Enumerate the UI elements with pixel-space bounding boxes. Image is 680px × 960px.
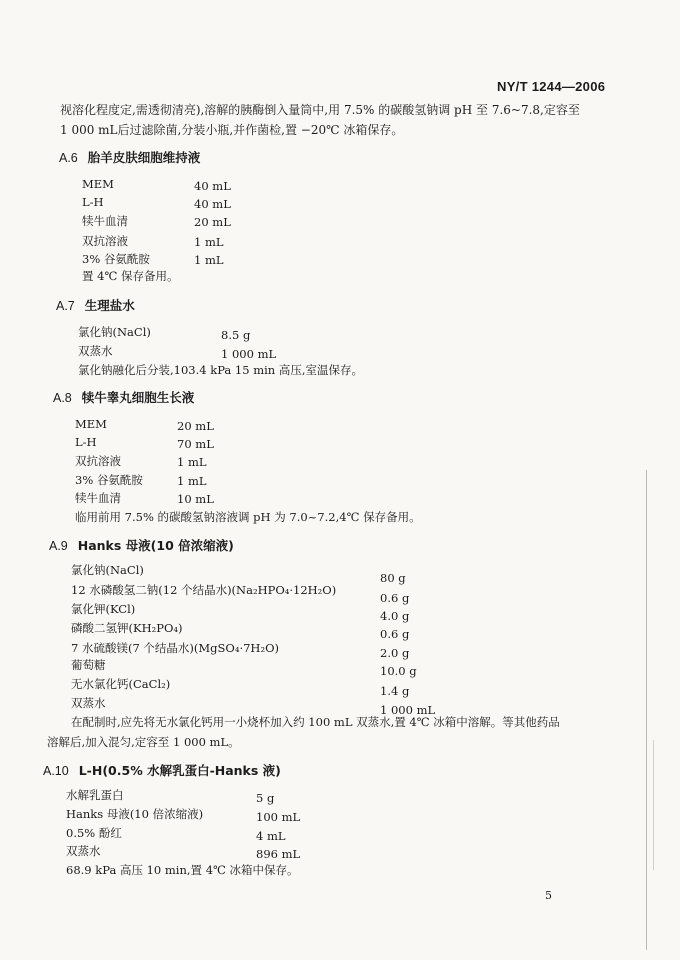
ingredient-name: L-H: [82, 195, 104, 209]
ingredient-amount: 100 mL: [256, 810, 301, 824]
ingredient-amount: 1 mL: [194, 253, 224, 267]
section-note: 置 4℃ 保存备用。: [82, 269, 179, 283]
section-note: 68.9 kPa 高压 10 min,置 4℃ 冰箱中保存。: [66, 863, 299, 877]
ingredient-name: 氯化钠(NaCl): [78, 325, 151, 339]
section-number: A.9: [49, 539, 68, 553]
intro-line-1: 视溶化程度定,需透彻清亮),溶解的胰酶倒入量筒中,用 7.5% 的碳酸氢钠调 pH 至 7.6~7.8,定容至: [60, 103, 580, 117]
ingredient-name: MEM: [82, 177, 114, 191]
ingredient-name: 葡萄糖: [71, 658, 106, 672]
section-title: 犊牛睾丸细胞生长液: [81, 390, 195, 405]
ingredient-name: 7 水硫酸镁(7 个结晶水)(MgSO₄·7H₂O): [71, 641, 279, 655]
ingredient-name: 双蒸水: [71, 696, 106, 710]
ingredient-amount: 10 mL: [177, 492, 214, 506]
section-number: A.8: [53, 391, 72, 405]
ingredient-name: 犊牛血清: [75, 491, 121, 505]
ingredient-name: 氯化钾(KCl): [71, 602, 136, 616]
ingredient-amount: 896 mL: [256, 847, 301, 861]
ingredient-amount: 1.4 g: [380, 684, 410, 698]
ingredient-amount: 1 000 mL: [221, 347, 277, 361]
ingredient-amount: 8.5 g: [221, 328, 251, 342]
ingredient-name: 3% 谷氨酰胺: [82, 252, 150, 266]
ingredient-amount: 1 mL: [194, 235, 224, 249]
ingredient-name: 犊牛血清: [82, 214, 128, 228]
ingredient-name: 无水氯化钙(CaCl₂): [71, 677, 171, 691]
ingredient-amount: 1 000 mL: [380, 703, 436, 717]
ingredient-amount: 4 mL: [256, 829, 286, 843]
ingredient-amount: 20 mL: [177, 419, 214, 433]
ingredient-amount: 20 mL: [194, 215, 231, 229]
ingredient-amount: 70 mL: [177, 437, 214, 451]
ingredient-amount: 10.0 g: [380, 664, 417, 678]
ingredient-name: 3% 谷氨酰胺: [75, 473, 143, 487]
section-number: A.6: [59, 151, 78, 165]
section-title: 胎羊皮肤细胞维持液: [87, 150, 201, 165]
ingredient-amount: 2.0 g: [380, 646, 410, 660]
ingredient-amount: 40 mL: [194, 179, 231, 193]
ingredient-amount: 80 g: [380, 571, 406, 585]
section-note: 临用前用 7.5% 的碳酸氢钠溶液调 pH 为 7.0~7.2,4℃ 保存备用。: [75, 510, 421, 524]
ingredient-amount: 0.6 g: [380, 591, 410, 605]
section-note: 在配制时,应先将无水氯化钙用一小烧杯加入约 100 mL 双蒸水,置 4℃ 冰箱中溶解。等其他药品: [71, 715, 560, 729]
ingredient-amount: 1 mL: [177, 474, 207, 488]
ingredient-name: 水解乳蛋白: [66, 788, 124, 802]
ingredient-name: L-H: [75, 435, 97, 449]
section-title: 生理盐水: [84, 298, 135, 313]
intro-line-2: 1 000 mL后过滤除菌,分装小瓶,并作菌检,置 −20℃ 冰箱保存。: [60, 123, 404, 137]
section-number: A.7: [56, 299, 75, 313]
ingredient-name: 双蒸水: [66, 844, 101, 858]
ingredient-name: 双蒸水: [78, 344, 113, 358]
section-heading-a7: [56, 296, 135, 314]
ingredient-name: 双抗溶液: [75, 454, 121, 468]
ingredient-name: 磷酸二氢钾(KH₂PO₄): [71, 621, 183, 635]
ingredient-amount: 40 mL: [194, 197, 231, 211]
ingredient-name: MEM: [75, 417, 107, 431]
ingredient-name: 氯化钠(NaCl): [71, 563, 144, 577]
ingredient-name: Hanks 母液(10 倍浓缩液): [66, 807, 204, 821]
section-note: 氯化钠融化后分装,103.4 kPa 15 min 高压,室温保存。: [78, 363, 364, 377]
ingredient-name: 双抗溶液: [82, 234, 128, 248]
ingredient-amount: 0.6 g: [380, 627, 410, 641]
section-heading-a8: [53, 388, 194, 406]
section-note: 溶解后,加入混匀,定容至 1 000 mL。: [47, 735, 240, 749]
scan-edge-line: [646, 470, 647, 950]
section-heading-a10: [43, 761, 281, 779]
ingredient-amount: 5 g: [256, 791, 275, 805]
scan-edge-line: [653, 740, 654, 870]
page-number: 5: [545, 889, 552, 902]
ingredient-amount: 4.0 g: [380, 609, 410, 623]
standard-number: NY/T 1244—2006: [497, 79, 606, 94]
ingredient-amount: 1 mL: [177, 455, 207, 469]
section-heading-a6: [59, 148, 200, 166]
ingredient-name: 12 水磷酸氢二钠(12 个结晶水)(Na₂HPO₄·12H₂O): [71, 583, 337, 597]
section-heading-a9: [49, 536, 234, 554]
section-title: L-H(0.5% 水解乳蛋白-Hanks 液): [78, 763, 281, 778]
section-title: Hanks 母液(10 倍浓缩液): [77, 538, 234, 553]
section-number: A.10: [43, 764, 69, 778]
ingredient-name: 0.5% 酚红: [66, 826, 122, 840]
